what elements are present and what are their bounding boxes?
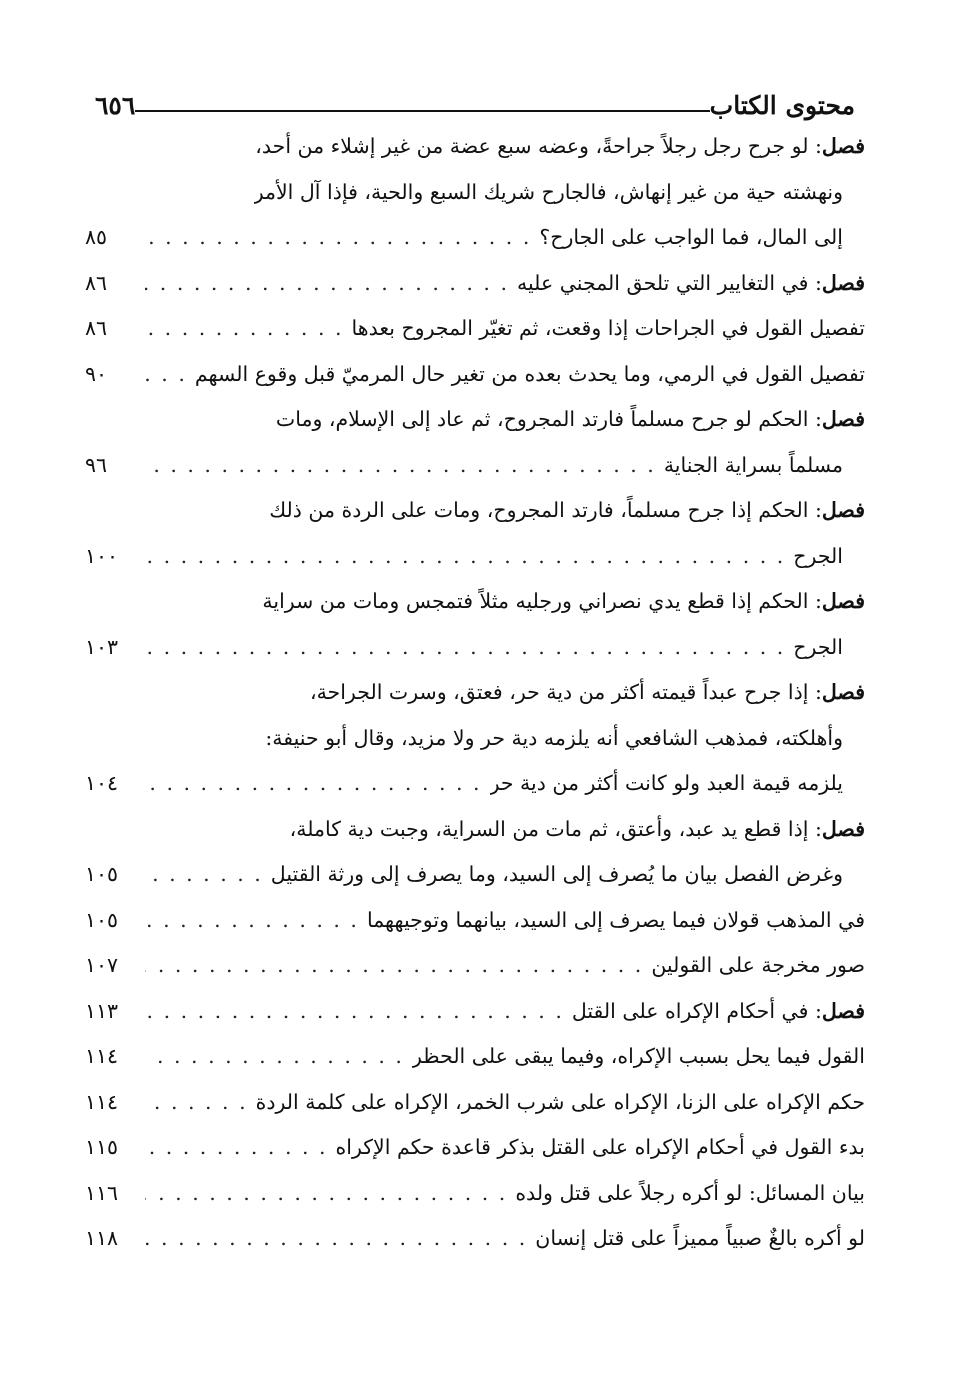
entry-page-number: ١١٥ [85, 1135, 119, 1159]
section-prefix: فصل [821, 498, 865, 522]
toc-entry [85, 397, 865, 488]
dot-leader [145, 1216, 527, 1262]
toc-entry [85, 579, 865, 670]
dot-leader [145, 1080, 248, 1126]
toc-entry-line: فصل: إذا قطع يد عبد، وأعتق، ثم مات من السراية، وجبت دية كاملة، [289, 816, 865, 841]
toc-entry [85, 261, 865, 307]
dot-leader [145, 761, 482, 807]
entry-text: تفصيل القول في الرمي، وما يحدث بعده من تغير حال المرميّ قبل وقوع السهم [194, 361, 865, 386]
entry-text: مسلماً بسراية الجناية [663, 452, 843, 477]
entry-text: يلزمه قيمة العبد ولو كانت أكثر من دية حر [489, 771, 843, 795]
entry-page-number: ٩٠ [85, 361, 108, 386]
toc-entry-line: فصل: لو جرح رجل رجلاً جراحةً، وعضه سبع عضة من غير إشلاء من أحد، [255, 134, 865, 158]
entry-text: وغرض الفصل بيان ما يُصرف إلى السيد، وما يصرف إلى ورثة القتيل [270, 862, 843, 886]
toc-entry-line [85, 1216, 865, 1262]
toc-entry-line [85, 1080, 865, 1126]
toc-entry [85, 1171, 865, 1217]
toc-entry-line [85, 534, 865, 580]
dot-leader [145, 352, 187, 398]
entry-page-number: ١١٨ [85, 1226, 119, 1250]
toc-entry [85, 807, 865, 898]
dot-leader [145, 443, 656, 489]
dot-leader [145, 215, 531, 261]
section-prefix: فصل [821, 998, 865, 1023]
dot-leader [145, 943, 643, 989]
toc-entry-line [85, 1125, 865, 1171]
toc-entry-line: فصل: الحكم إذا قطع يدي نصراني ورجليه مثلاً فتمجس ومات من سراية [262, 589, 865, 613]
toc-entry-line [85, 306, 865, 352]
entry-text: الحكم إذا جرح مسلماً، فارتد المجروح، ومات على الردة من ذلك [269, 498, 809, 522]
entry-page-number: ٨٦ [85, 316, 108, 340]
entry-text: إذا قطع يد عبد، وأعتق، ثم مات من السراية، وجبت دية كاملة، [289, 816, 809, 841]
dot-leader [145, 1125, 328, 1171]
header-rule [135, 110, 709, 112]
entry-text: في التغايير التي تلحق المجني عليه [516, 270, 809, 295]
entry-page-number: ١٠٣ [85, 634, 119, 659]
dot-leader [145, 1171, 507, 1217]
entry-text: في المذهب قولان فيما يصرف إلى السيد، بيانهما وتوجيههما [366, 907, 865, 932]
entry-text: ونهشته حية من غير إنهاش، فالجارح شريك السبع والحية، فإذا آل الأمر [253, 179, 843, 204]
toc-entry [85, 1080, 865, 1126]
page-number: ٦٥٦ [95, 91, 136, 120]
entry-text: صور مخرجة على القولين [651, 953, 865, 977]
toc-entry [85, 1125, 865, 1171]
dot-leader [145, 898, 359, 944]
section-prefix: فصل [821, 816, 865, 841]
toc-entry [85, 124, 865, 261]
entry-page-number: ١٠٠ [85, 543, 119, 568]
entry-page-number: ١٠٤ [85, 771, 119, 795]
toc-entry [85, 989, 865, 1035]
toc-entry [85, 352, 865, 398]
section-prefix: فصل [821, 134, 865, 158]
entry-text: تفصيل القول في الجراحات إذا وقعت، ثم تغيّر المجروح بعدها [351, 316, 865, 340]
toc-entry-line [85, 898, 865, 944]
toc-entry [85, 306, 865, 352]
dot-leader [145, 534, 785, 580]
entry-text: حكم الإكراه على الزنا، الإكراه على شرب الخمر، الإكراه على كلمة الردة [255, 1089, 865, 1114]
section-prefix: فصل [821, 680, 865, 704]
toc-entry-line: فصل: في التغايير التي تلحق المجني عليه . . . ٨٦ [85, 261, 865, 307]
entry-text: لو جرح رجل رجلاً جراحةً، وعضه سبع عضة من غير إشلاء من أحد، [255, 134, 809, 158]
toc-entry-line [85, 443, 865, 489]
toc-entries [85, 124, 865, 1262]
section-prefix: فصل [821, 270, 865, 295]
dot-leader [145, 989, 564, 1035]
toc-entry-line [85, 215, 865, 261]
toc-entry [85, 670, 865, 807]
entry-text: بيان المسائل: لو أكره رجلاً على قتل ولده [515, 1180, 865, 1205]
section-prefix: فصل [821, 407, 865, 431]
toc-entry-line [85, 852, 865, 898]
entry-text: إلى المال، فما الواجب على الجارح؟ [539, 225, 843, 249]
entry-text: إذا جرح عبداً قيمته أكثر من دية حر، فعتق، وسرت الجراحة، [309, 680, 809, 704]
entry-page-number: ٨٦ [85, 270, 108, 295]
running-title: محتوى الكتاب [709, 91, 855, 120]
entry-text: وأهلكته، فمذهب الشافعي أنه يلزمه دية حر ولا مزيد، وقال أبو حنيفة: [265, 725, 843, 750]
toc-entry-line: فصل: الحكم إذا جرح مسلماً، فارتد المجروح، ومات على الردة من ذلك [269, 498, 865, 522]
entry-text: لو أكره بالغٌ صبياً مميزاً على قتل إنسان [535, 1226, 865, 1250]
dot-leader [145, 306, 344, 352]
entry-text: الحكم إذا قطع يدي نصراني ورجليه مثلاً فتمجس ومات من سراية [262, 589, 809, 613]
dot-leader [145, 1034, 404, 1080]
toc-entry-line [85, 1171, 865, 1217]
entry-text: الجرح [793, 634, 843, 659]
dot-leader [145, 261, 509, 307]
toc-page [85, 80, 865, 1262]
running-header [85, 80, 865, 120]
toc-entry-line [85, 716, 865, 762]
section-prefix: فصل [821, 589, 865, 613]
entry-page-number: ١٠٥ [85, 907, 119, 932]
entry-text: القول فيما يحل بسبب الإكراه، وفيما يبقى على الحظر [411, 1044, 865, 1068]
toc-entry-line: فصل: في أحكام الإكراه على القتل . . . ١١٣ [85, 989, 865, 1035]
entry-text: الجرح [793, 543, 843, 568]
toc-entry-line [85, 625, 865, 671]
dot-leader [145, 852, 263, 898]
entry-page-number: ١١٤ [85, 1089, 119, 1114]
toc-entry [85, 488, 865, 579]
toc-entry-line [85, 1034, 865, 1080]
entry-text: في أحكام الإكراه على القتل [571, 998, 809, 1023]
entry-page-number: ١٠٧ [85, 953, 119, 977]
dot-leader [145, 625, 785, 671]
entry-text: بدء القول في أحكام الإكراه على القتل بذكر قاعدة حكم الإكراه [335, 1135, 865, 1159]
entry-page-number: ١١٣ [85, 998, 119, 1023]
entry-text: الحكم لو جرح مسلماً فارتد المجروح، ثم عاد إلى الإسلام، ومات [275, 407, 809, 431]
toc-entry-line: فصل: إذا جرح عبداً قيمته أكثر من دية حر، فعتق، وسرت الجراحة، [309, 680, 865, 704]
entry-page-number: ١١٦ [85, 1180, 119, 1205]
toc-entry-line [85, 352, 865, 398]
toc-entry [85, 1034, 865, 1080]
toc-entry-line [85, 943, 865, 989]
toc-entry-line [85, 170, 865, 216]
toc-entry [85, 1216, 865, 1262]
toc-entry-line: فصل: الحكم لو جرح مسلماً فارتد المجروح، ثم عاد إلى الإسلام، ومات [275, 407, 865, 431]
toc-entry-line [85, 761, 865, 807]
entry-page-number: ١٠٥ [85, 862, 119, 886]
entry-page-number: ٨٥ [85, 225, 108, 249]
entry-page-number: ١١٤ [85, 1044, 119, 1068]
toc-entry [85, 898, 865, 944]
entry-page-number: ٩٦ [85, 452, 108, 477]
toc-entry [85, 943, 865, 989]
